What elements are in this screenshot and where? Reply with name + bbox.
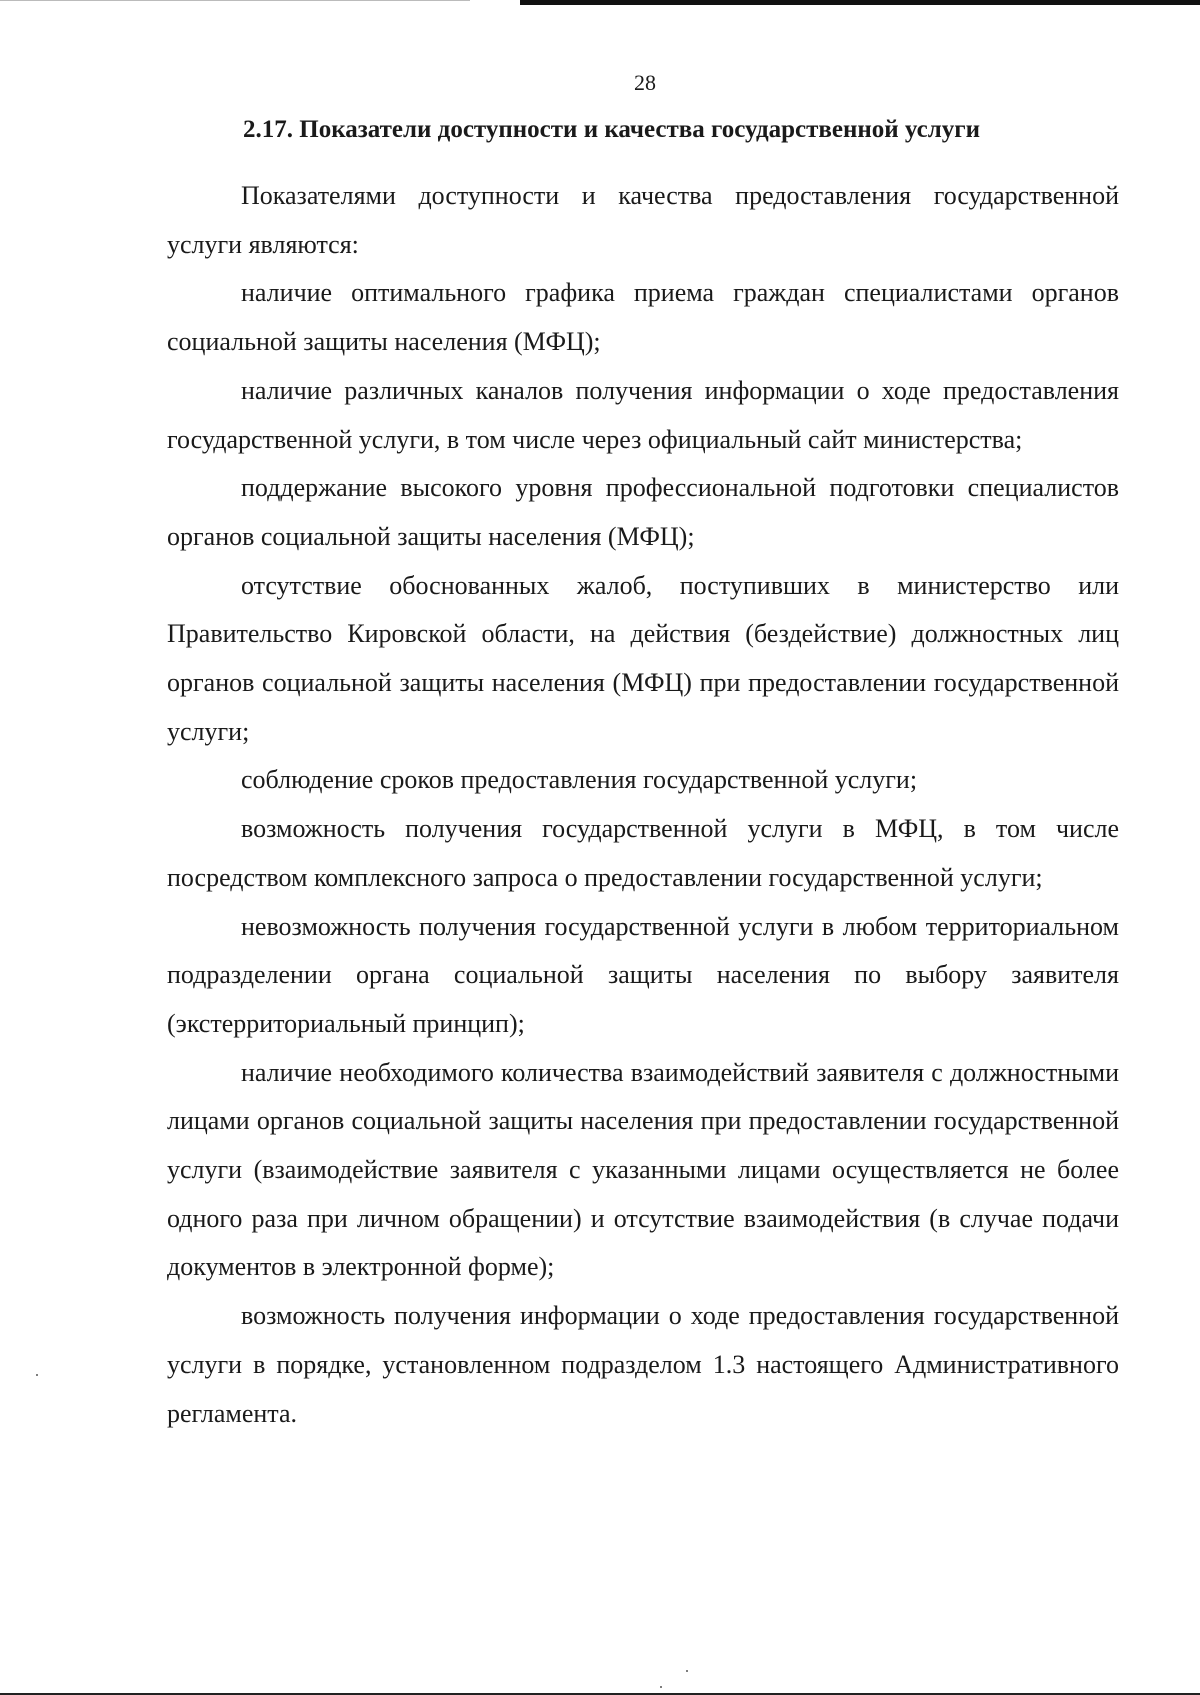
paragraph-item: наличие необходимого количества взаимодействий заявителя с должностными лицами органов социальной защиты населения при предоставлении государственной услуги (взаимодействие заявителя с указанными лицами осуществляется не более одного раза при личном обращении) и отсутствие взаимодействия (в случае подачи документов в электронной форме); xyxy=(167,1057,1119,1282)
paragraph-item: возможность получения информации о ходе предоставления государственной услуги в порядке, установленном подразделом 1.3 настоящего Административного регламента. xyxy=(167,1301,1119,1428)
paragraph-item: возможность получения государственной услуги в МФЦ, в том числе посредством комплексного запроса о предоставлении государственной услуги; xyxy=(167,814,1119,892)
paragraph-item: наличие различных каналов получения информации о ходе предоставления государственной услуги, в том числе через официальный сайт министерства; xyxy=(167,375,1119,454)
paragraph-item: наличие оптимального графика приема граждан специалистами органов социальной защиты населения (МФЦ); xyxy=(167,278,1119,357)
paragraph-item: отсутствие обоснованных жалоб, поступивших в министерство или Правительство Кировской области, на действия (бездействие) должностных лиц органов социальной защиты населения (МФЦ) при предоставлении государственной услуги; xyxy=(167,570,1119,746)
paragraph-item: невозможность получения государственной услуги в любом территориальном подразделении органа социальной защиты населения по выбору заявителя (экстерриториальный принцип); xyxy=(167,911,1119,1038)
paragraph-item: соблюдение сроков предоставления государственной услуги; xyxy=(241,765,918,795)
scan-speck xyxy=(36,1374,38,1376)
scan-speck xyxy=(686,1670,688,1672)
scan-artifact-top-edge xyxy=(520,0,1200,5)
document-body xyxy=(167,172,1119,1438)
scan-speck xyxy=(660,1686,662,1688)
paragraph-intro: Показателями доступности и качества предоставления государственной услуги являются: xyxy=(167,181,1119,259)
page-number: 28 xyxy=(634,70,656,95)
scan-artifact-top-left xyxy=(0,0,470,1)
paragraph-item: поддержание высокого уровня профессиональной подготовки специалистов органов социальной защиты населения (МФЦ); xyxy=(167,473,1119,551)
section-heading: 2.17. Показатели доступности и качества государственной услуги xyxy=(243,116,981,143)
